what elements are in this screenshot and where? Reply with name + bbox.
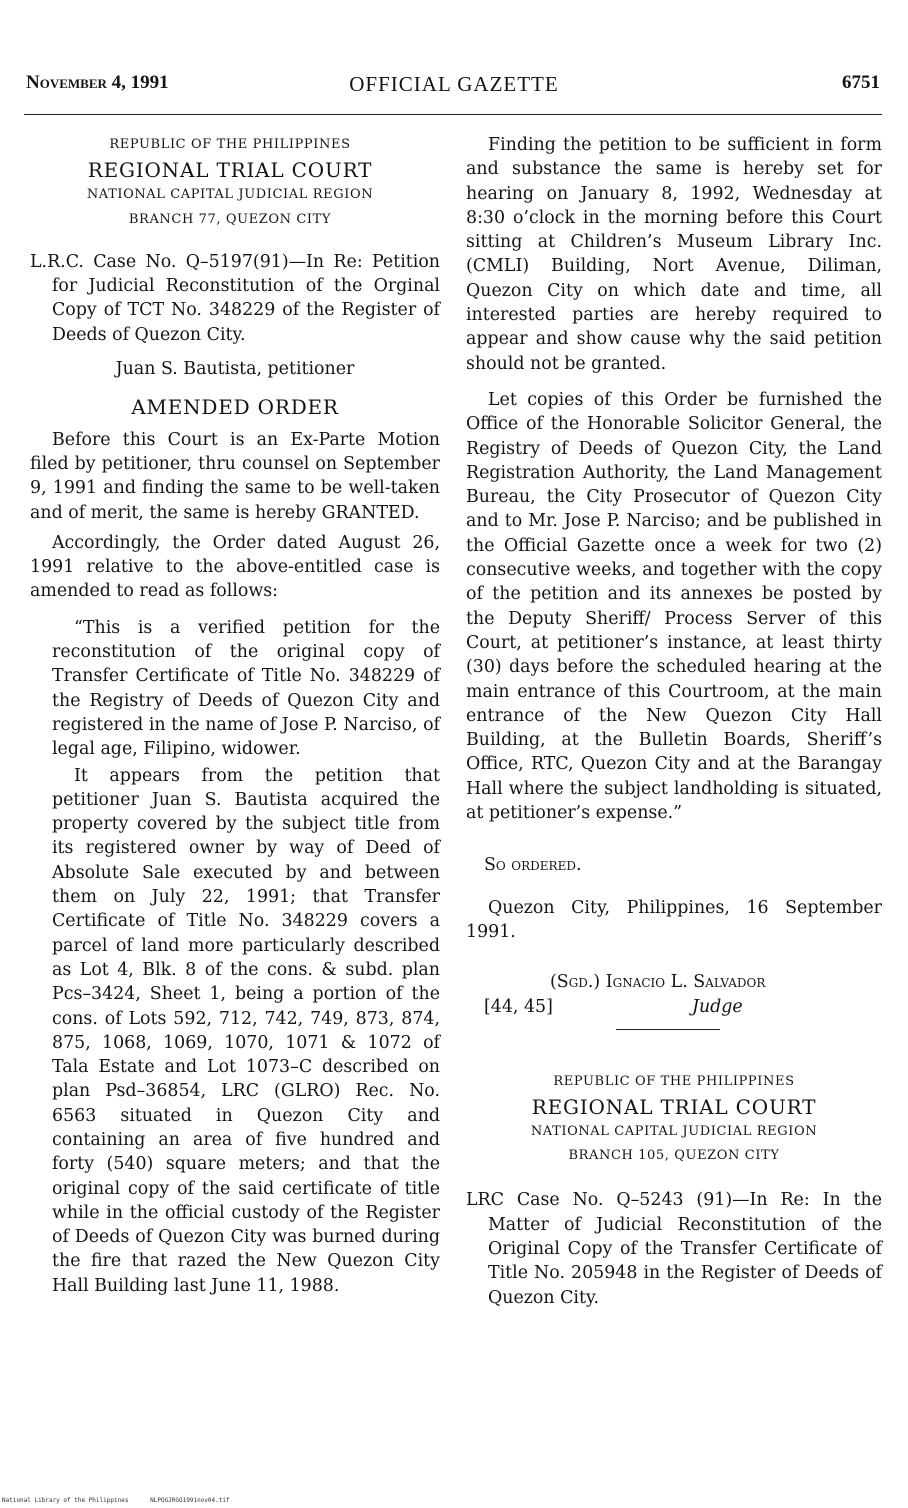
paragraph-accordingly: Accordingly, the Order dated August 26, 1991 relative to the above-entitled case is amended to read as follows:	[30, 532, 440, 602]
footer-library: National Library of the Philippines	[2, 1497, 129, 1504]
court2-branch: BRANCH 105, QUEZON CITY	[568, 1148, 780, 1164]
case2-title: LRC Case No. Q–5243 (91)—In Re: In the Matter of Judicial Reconstitution of the Original Copy of the Transfer Certificate of Title No. 205948 in the Register of Deeds of Quezon City.	[466, 1190, 882, 1308]
court-branch: BRANCH 77, QUEZON CITY	[128, 211, 332, 227]
reference-numbers: [44, 45]	[484, 996, 553, 1017]
paragraph-hearing: Finding the petition to be sufficient in form and substance the same is hereby set for hearing on January 8, 1992, Wednesday at 8:30 o’clock in the morning before this Court sitting at Children’s Museum Library Inc. (CMLI) Building, Nort Avenue, Diliman, Quezon City on which date and time, all interested parties are hereby required to appear and show cause why the said petition should not be granted.	[466, 135, 882, 374]
section-divider	[616, 1029, 720, 1030]
quoted-paragraph-petition: “This is a verified petition for the reconstitution of the original copy of Transfer Certificate of Title No. 348229 of the Registry of Deeds of Quezon City and registered in the name of Jose P. Narciso, of legal age, Filipino, widower.	[52, 617, 440, 760]
paragraph-motion: Before this Court is an Ex-Parte Motion filed by petitioner, thru counsel on September 9, 1991 and finding the same to be well-taken and of merit, the same is hereby GRANTED.	[30, 429, 440, 523]
petitioner-line: Juan S. Bautista, petitioner	[115, 359, 355, 380]
signature: (Sgd.) Ignacio L. Salvador	[550, 972, 766, 993]
judge-title: Judge	[692, 996, 743, 1017]
so-ordered: So ordered.	[484, 855, 582, 876]
court-republic: REPUBLIC OF THE PHILIPPINES	[109, 137, 351, 152]
left-column	[30, 133, 440, 1298]
footer-file: NLPOGJRGO1991nov04.tif	[150, 1497, 230, 1504]
court2-republic: REPUBLIC OF THE PHILIPPINES	[553, 1073, 795, 1089]
header-rule	[24, 114, 882, 115]
order-title: AMENDED ORDER	[131, 395, 339, 420]
paragraph-publication: Let copies of this Order be furnished the Office of the Honorable Solicitor General, the Registry of Deeds of Quezon City, the Land Registration Authority, the Land Management Bureau, the City Prosecutor of Quezon City and to Mr. Jose P. Narciso; and be published in the Official Gazette once a week for two (2) consecutive weeks, and together with the copy of the petition and its annexes be posted by the Deputy Sheriff/ Process Server of this Court, at petitioner’s instance, at least thirty (30) days before the scheduled hearing at the main entrance of this Courtroom, at the main entrance of the New Quezon City Hall Building, at the Bulletin Boards, Sheriff’s Office, RTC, Quezon City and at the Barangay Hall where the subject landholding is situated, at petitioner’s expense.”	[466, 389, 882, 824]
publication-title: OFFICIAL GAZETTE	[349, 72, 559, 96]
date-place: Quezon City, Philippines, 16 September 1991.	[466, 897, 882, 942]
page-number: 6751	[842, 72, 880, 93]
court2-name: REGIONAL TRIAL COURT	[531, 1094, 817, 1119]
right-column	[466, 133, 882, 1310]
quoted-paragraph-facts: It appears from the petition that petitioner Juan S. Bautista acquired the property covered by the subject title from its registered owner by way of Deed of Absolute Sale executed by and between them on July 22, 1991; that Transfer Certificate of Title No. 348229 covers a parcel of land more particularly described as Lot 4, Blk. 8 of the cons. & subd. plan Pcs–3424, Sheet 1, being a portion of the cons. of Lots 592, 712, 742, 749, 873, 874, 875, 1068, 1069, 1070, 1071 & 1072 of Tala Estate and Lot 1073–C described on plan Psd–36854, LRC (GLRO) Rec. No. 6563 situated in Quezon City and containing an area of five hundred and forty (540) square meters; and that the original copy of the said certificate of title while in the official custody of the Register of Deeds of Quezon City was burned during the fire that razed the New Quezon City Hall Building last June 11, 1988.	[52, 765, 440, 1296]
scan-footer	[2, 1497, 230, 1504]
court-region: NATIONAL CAPITAL JUDICIAL REGION	[86, 187, 374, 203]
court2-region: NATIONAL CAPITAL JUDICIAL REGION	[530, 1123, 818, 1139]
issue-date: November 4, 1991	[26, 72, 169, 93]
court-name: REGIONAL TRIAL COURT	[87, 158, 373, 183]
case-title: L.R.C. Case No. Q–5197(91)—In Re: Petition for Judicial Reconstitution of the Orginal Copy of TCT No. 348229 of the Register of Deeds of Quezon City.	[30, 251, 440, 345]
